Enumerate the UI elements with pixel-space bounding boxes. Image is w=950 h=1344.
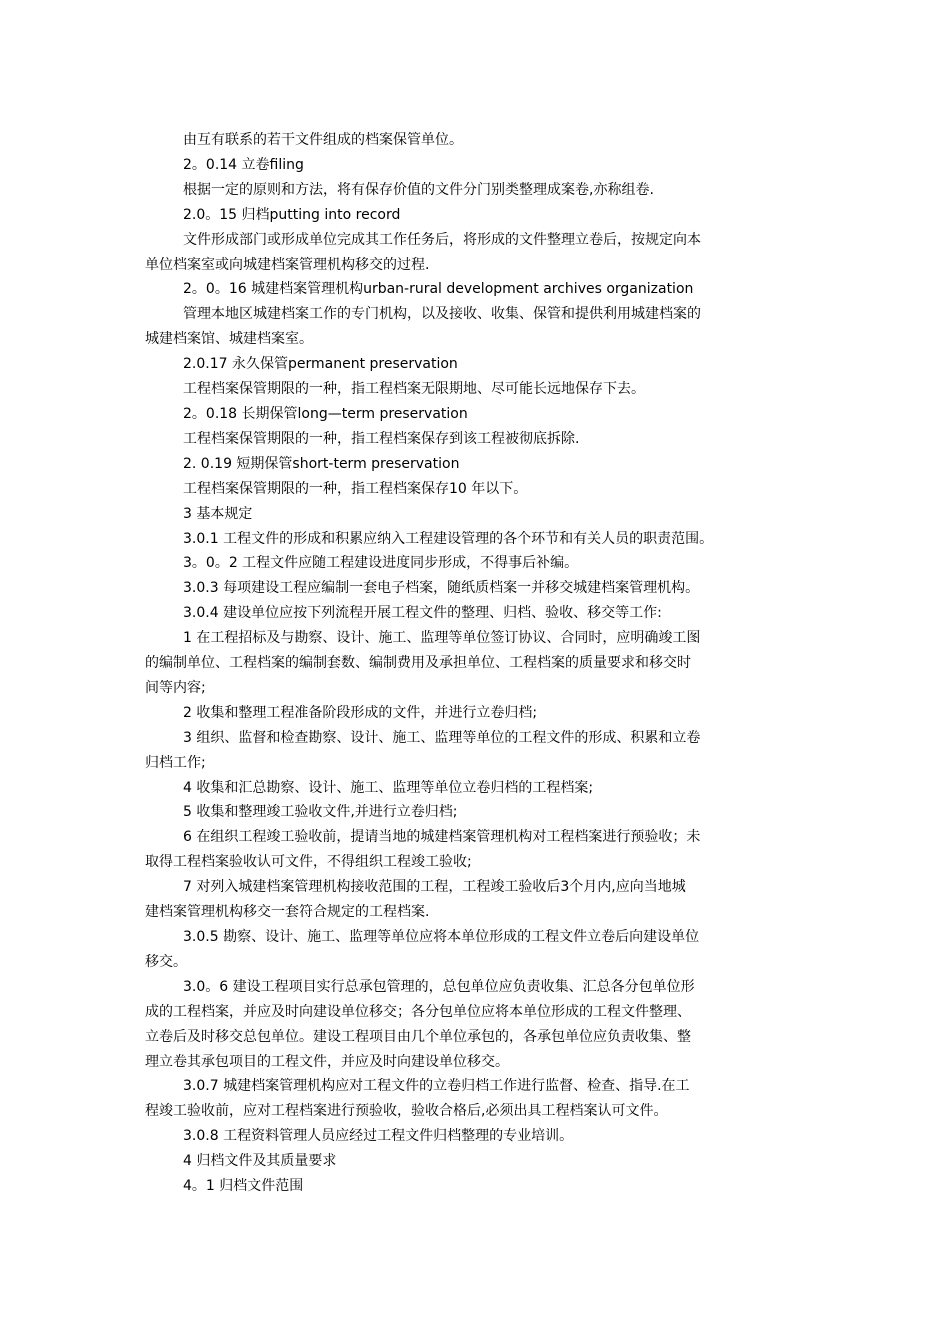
text-line: 3 组织、监督和检查勘察、设计、施工、监理等单位的工程文件的形成、积累和立卷 [183, 729, 701, 746]
text-line: 7 对列入城建档案管理机构接收范围的工程，工程竣工验收后3个月内,应向当地城 [183, 879, 686, 896]
text-line: 2。0。16 城建档案管理机构urban-rural development archives organization [183, 281, 694, 298]
text-line: 程竣工验收前，应对工程档案进行预验收，验收合格后,必须出具工程档案认可文件。 [145, 1103, 668, 1120]
text-line: 归档工作; [145, 754, 206, 771]
text-line: 3.0.4 建设单位应按下列流程开展工程文件的整理、归档、验收、移交等工作: [183, 605, 662, 622]
text-line: 取得工程档案验收认可文件，不得组织工程竣工验收; [145, 854, 472, 871]
text-line: 理立卷其承包项目的工程文件，并应及时向建设单位移交。 [145, 1053, 509, 1070]
text-line: 工程档案保管期限的一种，指工程档案保存10 年以下。 [183, 480, 528, 497]
text-line: 3.0。6 建设工程项目实行总承包管理的，总包单位应负责收集、汇总各分包单位形 [183, 978, 695, 995]
text-line: 6 在组织工程竣工验收前，提请当地的城建档案管理机构对工程档案进行预验收；未 [183, 829, 701, 846]
text-line: 由互有联系的若干文件组成的档案保管单位。 [183, 132, 463, 148]
text-line: 的编制单位、工程档案的编制套数、编制费用及承担单位、工程档案的质量要求和移交时 [145, 655, 691, 672]
text-line: 2. 0.19 短期保管short-term preservation [183, 455, 460, 472]
text-line: 3.0.3 每项建设工程应编制一套电子档案，随纸质档案一并移交城建档案管理机构。 [183, 580, 700, 597]
text-line: 移交。 [145, 953, 187, 970]
text-line: 3.0.1 工程文件的形成和积累应纳入工程建设管理的各个环节和有关人员的职责范围。 [183, 530, 714, 547]
text-line: 1 在工程招标及与勘察、设计、施工、监理等单位签订协议、合同时，应明确竣工图 [183, 630, 701, 647]
text-line: 城建档案馆、城建档案室。 [145, 331, 313, 348]
text-line: 3.0.7 城建档案管理机构应对工程文件的立卷归档工作进行监督、检查、指导.在工 [183, 1078, 690, 1095]
text-line: 建档案管理机构移交一套符合规定的工程档案. [145, 904, 430, 921]
text-line: 单位档案室或向城建档案管理机构移交的过程. [145, 256, 430, 273]
text-line: 2。0.14 立卷filing [183, 156, 304, 173]
document-body [145, 128, 815, 1199]
text-line: 立卷后及时移交总包单位。建设工程项目由几个单位承包的，各承包单位应负责收集、整 [145, 1028, 691, 1045]
text-line: 5 收集和整理竣工验收文件,并进行立卷归档; [183, 804, 458, 821]
text-line: 4 收集和汇总勘察、设计、施工、监理等单位立卷归档的工程档案; [183, 779, 594, 796]
text-line: 工程档案保管期限的一种，指工程档案保存到该工程被彻底拆除. [183, 430, 580, 447]
text-line: 4 归档文件及其质量要求 [183, 1153, 337, 1170]
text-line: 4。1 归档文件范围 [183, 1178, 304, 1195]
text-line: 工程档案保管期限的一种，指工程档案无限期地、尽可能长远地保存下去。 [183, 381, 645, 398]
text-line: 间等内容; [145, 679, 206, 696]
text-line: 3。0。2 工程文件应随工程建设进度同步形成，不得事后补编。 [183, 555, 579, 572]
text-line: 根据一定的原则和方法，将有保存价值的文件分门别类整理成案卷,亦称组卷. [183, 181, 654, 198]
text-line: 成的工程档案，并应及时向建设单位移交；各分包单位应将本单位形成的工程文件整理、 [145, 1003, 691, 1020]
text-line: 2.0。15 归档putting into record [183, 206, 401, 223]
text-line: 3 基本规定 [183, 505, 253, 522]
text-line: 2 收集和整理工程准备阶段形成的文件，并进行立卷归档; [183, 704, 538, 721]
text-line: 3.0.5 勘察、设计、施工、监理等单位应将本单位形成的工程文件立卷后向建设单位 [183, 929, 700, 945]
text-line: 2.0.17 永久保管permanent preservation [183, 356, 458, 373]
text-line: 文件形成部门或形成单位完成其工作任务后，将形成的文件整理立卷后，按规定向本 [183, 231, 701, 248]
text-line: 管理本地区城建档案工作的专门机构，以及接收、收集、保管和提供利用城建档案的 [183, 306, 701, 323]
text-line: 3.0.8 工程资料管理人员应经过工程文件归档整理的专业培训。 [183, 1128, 574, 1145]
text-line: 2。0.18 长期保管long—term preservation [183, 405, 468, 422]
